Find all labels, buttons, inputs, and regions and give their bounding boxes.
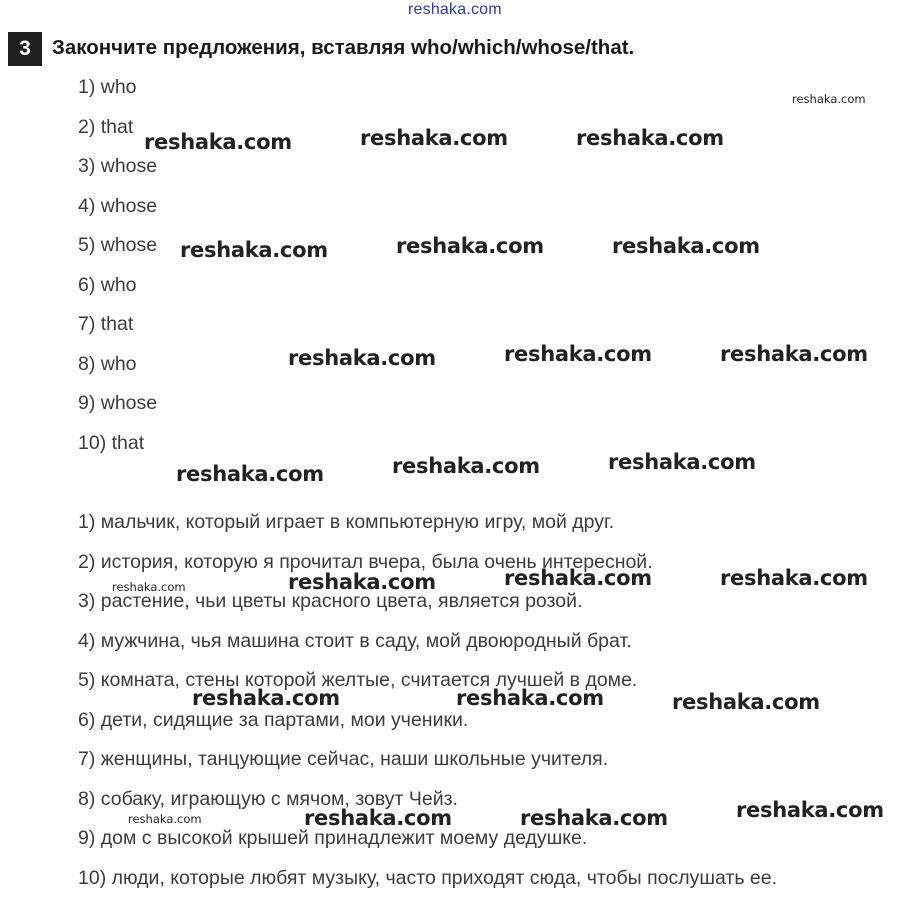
translation-line: 9) дом с высокой крышей принадлежит моему дедушке. — [78, 827, 588, 849]
watermark: reshaka.com — [128, 812, 202, 826]
translation-line: 6) дети, сидящие за партами, мои ученики. — [78, 709, 469, 731]
translation-line: 4) мужчина, чья машина стоит в саду, мой двоюродный брат. — [78, 630, 632, 652]
watermark: reshaka.com — [288, 570, 436, 594]
watermark: reshaka.com — [736, 798, 884, 822]
watermark: reshaka.com — [392, 454, 540, 478]
answer-line: 6) who — [78, 274, 137, 296]
answer-line: 8) who — [78, 353, 137, 375]
site-watermark-top: reshaka.com — [408, 1, 502, 18]
answer-line: 1) who — [78, 76, 137, 98]
watermark: reshaka.com — [192, 686, 340, 710]
answer-line: 3) whose — [78, 155, 158, 177]
watermark: reshaka.com — [720, 342, 868, 366]
watermark: reshaka.com — [176, 462, 324, 486]
watermark: reshaka.com — [304, 806, 452, 830]
exercise-title: Закончите предложения, вставляя who/which/whose/that. — [52, 36, 635, 59]
watermark: reshaka.com — [504, 566, 652, 590]
translation-line: 1) мальчик, который играет в компьютерную игру, мой друг. — [78, 511, 615, 533]
watermark: reshaka.com — [720, 566, 868, 590]
watermark: reshaka.com — [672, 690, 820, 714]
watermark: reshaka.com — [288, 346, 436, 370]
answer-line: 5) whose — [78, 234, 158, 256]
translation-line: 8) собаку, играющую с мячом, зовут Чейз. — [78, 788, 458, 810]
exercise-number-badge: 3 — [8, 32, 42, 66]
answer-line: 9) whose — [78, 392, 158, 414]
watermark: reshaka.com — [360, 126, 508, 150]
watermark: reshaka.com — [504, 342, 652, 366]
watermark: reshaka.com — [520, 806, 668, 830]
watermark: reshaka.com — [608, 450, 756, 474]
watermark: reshaka.com — [576, 126, 724, 150]
answer-line: 10) that — [78, 432, 145, 454]
translation-line: 7) женщины, танцующие сейчас, наши школьные учителя. — [78, 748, 609, 770]
watermark: reshaka.com — [144, 130, 292, 154]
translation-line: 10) люди, которые любят музыку, часто приходят сюда, чтобы послушать ее. — [78, 867, 778, 889]
translation-line: 3) растение, чьи цветы красного цвета, является розой. — [78, 590, 583, 612]
answer-line: 4) whose — [78, 195, 158, 217]
watermark: reshaka.com — [792, 92, 866, 106]
watermark: reshaka.com — [612, 234, 760, 258]
answer-line: 2) that — [78, 116, 134, 138]
watermark: reshaka.com — [180, 238, 328, 262]
watermark: reshaka.com — [456, 686, 604, 710]
answer-line: 7) that — [78, 313, 134, 335]
translation-line: 2) история, которую я прочитал вчера, была очень интересной. — [78, 551, 653, 573]
translation-line: 5) комната, стены которой желтые, считается лучшей в доме. — [78, 669, 638, 691]
watermark: reshaka.com — [112, 580, 186, 594]
watermark: reshaka.com — [396, 234, 544, 258]
